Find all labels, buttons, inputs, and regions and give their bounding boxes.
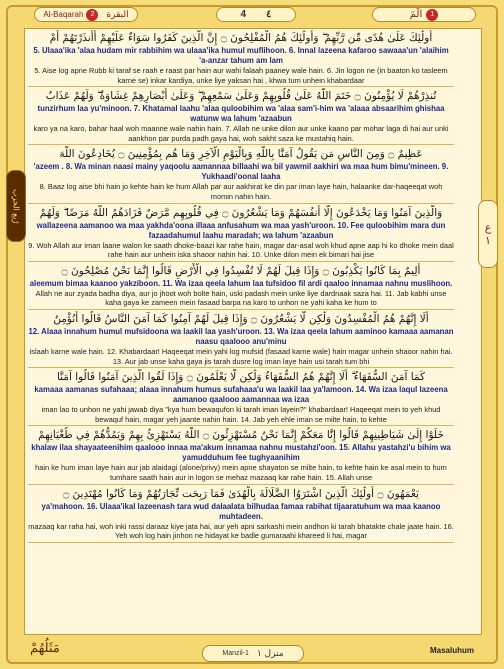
arabic-line: تُنذِرْهُمْ لَا يُؤْمِنُونَ ۝ خَتَمَ اللَّهُ عَلَىٰ قُلُوبِهِمْ وَعَلَىٰ سَمْعِهِمْ ۖ وَعَلَىٰ أَبْصَارِهِمْ غِشَاوَةٌ ۖ وَلَهُمْ عَذَابٌ — [45, 90, 437, 103]
next-word-ar: مَثَلُهُمْ — [30, 641, 60, 656]
transliteration: aleemum bimaa kaanoo yakziboon. 11. Wa izaa qeela lahum laa tufsidoo fil ardi qaaloo innamaa nahnu muslihoon. — [29, 278, 453, 288]
translation: iman lao to unhon ne yahi jawab diya "kya hum bewaqufon ki tarah iman layein?" khabardaar! Haqeeqat mein to yeh khud bewaquf hain, magar yeh jaante nahin hain. 14. Jab yeh ehle iman se milte hain, to kehte — [28, 405, 454, 426]
verse-block — [28, 486, 454, 543]
verse-block — [28, 427, 454, 484]
arabic-line: أَلَا إِنَّهُمْ هُمُ الْمُفْسِدُونَ وَلَٰكِن لَّا يَشْعُرُونَ ۝ وَإِذَا قِيلَ لَهُمْ آمِنُوا كَمَا آمَنَ النَّاسُ قَالُوا أَنُؤْمِنُ — [53, 312, 429, 325]
hizb-marker — [6, 170, 26, 242]
surah-name-ar: البقرة — [106, 9, 129, 20]
verse-block — [28, 30, 454, 87]
juz-name-ar: الٓمٓ — [409, 9, 423, 20]
arabic-line: وَالَّذِينَ آمَنُوا وَمَا يَخْدَعُونَ إِلَّا أَنفُسَهُمْ وَمَا يَشْعُرُونَ ۝ فِي قُلُوبِهِم مَّرَضٌ فَزَادَهُمُ اللَّهُ مَرَضًا ۖ وَلَهُمْ — [39, 206, 443, 219]
manzil-label — [202, 645, 304, 662]
juz-number: 1 — [426, 9, 438, 21]
verse-block — [28, 369, 454, 426]
manzil-ar: منزل ١ — [256, 648, 284, 659]
arabic-line: كَمَا آمَنَ السُّفَهَاءُ ۗ أَلَا إِنَّهُمْ هُمُ السُّفَهَاءُ وَلَٰكِن لَّا يَعْلَمُونَ ۝ وَإِذَا لَقُوا الَّذِينَ آمَنُوا قَالُوا آمَنَّا — [56, 371, 426, 384]
juz-label — [372, 7, 476, 22]
arabic-line: أَلِيمٌ بِمَا كَانُوا يَكْذِبُونَ ۝ وَإِذَا قِيلَ لَهُمْ لَا تُفْسِدُوا فِي الْأَرْضِ قَالُوا إِنَّمَا نَحْنُ مُصْلِحُونَ ۝ — [61, 264, 421, 277]
translation: mazaaq kar raha hai, woh inki rassi daraaz kiye jata hai, aur yeh apni sarkashi mein andhon ki tarah bhatakte chale jaate hain. 16. Yeh woh log hain jinhon ne hidayat ke badle gumaraahi khareed li hai, magar — [28, 522, 454, 543]
arabic-line: أُولَٰئِكَ عَلَىٰ هُدًى مِّن رَّبِّهِمْ ۖ وَأُولَٰئِكَ هُمُ الْمُفْلِحُونَ ۝ إِنَّ الَّذِينَ كَفَرُوا سَوَاءٌ عَلَيْهِمْ أَأَنذَرْتَهُمْ أَمْ — [49, 32, 433, 44]
arabic-line: عَظِيمٌ ۝ وَمِنَ النَّاسِ مَن يَقُولُ آمَنَّا بِاللَّهِ وَبِالْيَوْمِ الْآخِرِ وَمَا هُم بِمُؤْمِنِينَ ۝ يُخَادِعُونَ اللَّهَ — [59, 148, 423, 161]
next-word-en: Masaluhum — [429, 646, 474, 655]
verse-block — [28, 263, 454, 310]
arabic-line: يَعْمَهُونَ ۝ أُولَٰئِكَ الَّذِينَ اشْتَرَوُا الضَّلَالَةَ بِالْهُدَىٰ فَمَا رَبِحَت تِّجَارَتُهُمْ وَمَا كَانُوا مُهْتَدِينَ ۝ — [63, 487, 419, 500]
surah-number: 2 — [86, 9, 98, 21]
transliteration: wallazeena aamanoo wa maa yakhda'oona illaaa anfusahum wa maa yash'uroon. 10. Fee quloobihim mara dun fazaadahumul laahu maradah; wa lahum 'azaabun — [36, 220, 446, 240]
ruku-marker-ar: ع — [484, 221, 492, 234]
transliteration: kamaaa aamanas sufahaaa; alaaa innahum humus sufahaaa'u wa laakil laa ya'lamoon. 14. Wa izaa laqul lazeena aamanoo qaalooo aamannaa wa izaa — [34, 385, 448, 405]
ruku-marker-num: ١ — [485, 234, 491, 247]
surah-label — [34, 7, 138, 22]
translation: 5. Aise log apne Rubb ki taraf se raah e raast par hain aur wahi falaah paaney wale hain. 6. Jin logon ne (in baaton ko tasleem karne se) inkar kardiya, unke liye yaksan hai , khwa tum unhein khabardaar — [28, 66, 454, 87]
ruku-marker — [478, 200, 498, 268]
transliteration: tunzirhum laa yu'minoon. 7. Khatamal laahu 'alaa quloobihim wa 'alaa sam'i-him wa 'alaaa absaarihim ghishaa watunw wa lahum 'azaabun — [37, 104, 445, 124]
verse-block — [28, 88, 454, 145]
translation: 9. Woh Allah aur iman laane walon ke saath dhoke-baazi kar rahe hain, magar dar-asal woh khud apne aap hi ko dhoke mein daal rahe hain aur unhein iska shaoor nahin hai. 10. Unke dilon mein ek bimari hai jise — [28, 241, 454, 262]
transliteration: 12. Alaaa innahum humul mufsidoona wa laakil laa yash'uroon. 13. Wa izaa qeela lahum aaminoo kamaaa aamanan naasu qaalooo anu'minu — [28, 326, 454, 346]
verse-list — [28, 30, 454, 544]
translation: Allah ne aur zyada badha diya, aur jo jhoot woh bolte hain, uski padash mein unke liye dardnaak saza hai. 11. Jab kabhi unse kaha gaya ke zameen mein fasaad barpa na karo to unhon ne yahi kaha ke hum to — [28, 289, 454, 310]
page-number — [216, 7, 296, 22]
translation: islaah karne wale hain. 12. Khabardaar! Haqeeqat mein yahi log mufsid (fasaad karne wale) hain magar unhein shaoor nahin hai. 13. Aur jab unse kaha gaya jis tarah dusre log iman laye hain usi tarah tum bhi — [28, 347, 454, 368]
transliteration: khalaw ilaa shayaateenihim qaalooo innaa ma'akum innamaa nahnu mustahzi'oon. 15. Allahu yastahzi'u bihim wa yamudduhum fee tughyaanihim — [31, 443, 451, 463]
transliteration: ya'mahoon. 16. Ulaaa'ikal lazeenash tara wud dalaalata bilhudaa famaa rabihat tijaaratuhum wa maa kaanoo muhtadeen. — [41, 501, 441, 521]
manzil-en: Manzil-1 — [222, 650, 249, 657]
page-number-en: 4 — [240, 9, 247, 20]
surah-name-en: Al-Baqarah — [43, 10, 84, 19]
translation: 8. Baaz log aise bhi hain jo kehte hain ke hum Allah par aur aakhirat ke din par iman laye hain, halaanke dar-haqeeqat woh momin nahin hain. — [28, 182, 454, 203]
page-number-ar: ٤ — [266, 9, 272, 20]
transliteration: 'azeem . 8. Wa minan naasi mainy yaqoolu aamannaa billaahi wa bil yawmil aakhiri wa maa hum bimu'mineen. 9. Yukhaadi'oonal laaha — [33, 162, 449, 182]
hizb-marker-text: رُبع الحزب — [11, 188, 21, 224]
arabic-line: خَلَوْا إِلَىٰ شَيَاطِينِهِمْ قَالُوا إِنَّا مَعَكُمْ إِنَّمَا نَحْنُ مُسْتَهْزِئُونَ ۝ اللَّهُ يَسْتَهْزِئُ بِهِمْ وَيَمُدُّهُمْ فِي طُغْيَانِهِمْ — [38, 429, 444, 442]
page-footer — [6, 639, 498, 665]
verse-block — [28, 205, 454, 262]
transliteration: 5. Ulaaa'ika 'alaa hudam mir rabbihim wa ulaaa'ika humul muflihoon. 6. Innal lazeena kafaroo sawaaa'un 'alaihim 'a-anzar tahum am lam — [33, 46, 449, 65]
verse-block — [28, 311, 454, 368]
verse-block — [28, 146, 454, 203]
translation: hain ke hum iman laye hain aur jab alaidagi (alone/privy) mein apne shayaton se milte hain, to kehte hain ke asal mein to hum tumhare saath hain aur in logon se mehaz mazaaq kar rahe hain. 15. Allah unse — [28, 463, 454, 484]
page-header — [26, 4, 482, 26]
translation: karo ya na karo, bahar haal woh maanne wale nahin hain. 7. Allah ne unke dilon aur unke kaano par mohar laga di hai aur unki aankhon par purda padh gaya hai, woh sakht saza ke mustahiq hain. — [28, 124, 454, 145]
